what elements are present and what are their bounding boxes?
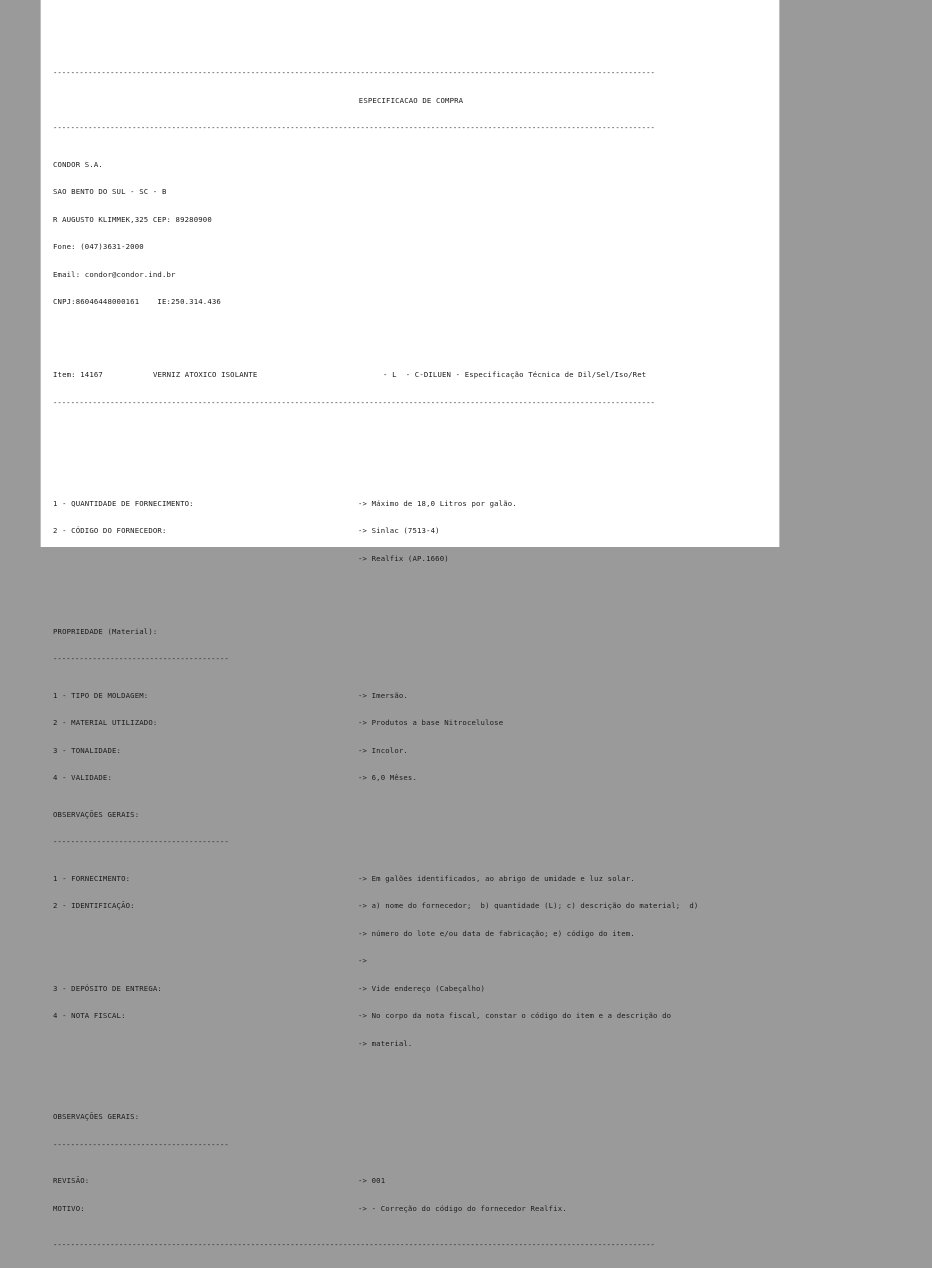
entry-label: 2 - CÓDIGO DO FORNECEDOR:	[53, 526, 167, 536]
item-description: VERNIZ ATOXICO ISOLANTE	[153, 370, 258, 380]
section-rule: ----------------------------------------	[53, 837, 229, 847]
entry-value: -> Em galões identificados, ao abrigo de umidade e luz solar.	[358, 874, 635, 883]
section-title-propriedade: PROPRIEDADE (Material):	[53, 626, 158, 636]
entry-label	[53, 1039, 358, 1048]
entry-value: -> Produtos a base Nitrocelulose	[358, 718, 504, 728]
entry-value: -> material.	[358, 1038, 413, 1048]
entry-label: REVISÃO:	[53, 1176, 90, 1186]
entry-value: -> No corpo da nota fiscal, constar o código do item e a descrição do	[358, 1011, 672, 1021]
entry-row	[53, 718, 769, 727]
horizontal-rule-under-title: -----------------------------------------------------------------------------------------------------------------------------------------	[53, 123, 655, 133]
entry-row	[53, 984, 769, 993]
entry-label	[53, 956, 358, 965]
entry-value: -> 001	[358, 1176, 386, 1186]
entry-row	[53, 956, 769, 965]
entry-row	[53, 499, 769, 508]
entry-value: -> Sinlac (7513-4)	[358, 526, 440, 536]
section-title-observacoes-1: OBSERVAÇÕES GERAIS:	[53, 809, 140, 819]
spacer	[53, 462, 769, 471]
entry-value: -> 6,0 Mêses.	[358, 773, 418, 783]
entry-value: -> Incolor.	[358, 745, 408, 755]
item-header-row	[53, 370, 769, 379]
entry-label	[53, 554, 358, 563]
horizontal-rule-bottom: -----------------------------------------------------------------------------------------------------------------------------------------	[53, 1240, 655, 1250]
entry-row	[53, 691, 769, 700]
entry-value: -> a) nome do fornecedor; b) quantidade (L); c) descrição do material; d)	[358, 901, 699, 911]
entry-label: 4 - VALIDADE:	[53, 773, 113, 783]
item-suffix: - L - C-DILUEN - Especificação Técnica de Dil/Sel/Iso/Ret	[383, 370, 647, 380]
spacer	[53, 1075, 769, 1084]
document-page	[40, 0, 780, 1250]
entry-label: MOTIVO:	[53, 1203, 85, 1213]
entry-value: -> número do lote e/ou data de fabricação; e) código do item.	[358, 928, 635, 938]
entry-row	[53, 874, 769, 883]
entry-label: 1 - TIPO DE MOLDAGEM:	[53, 690, 149, 700]
section-rule: ----------------------------------------	[53, 654, 229, 664]
entry-value: -> Realfix (AP.1660)	[358, 553, 449, 563]
document-body	[53, 50, 769, 1268]
entry-value: ->	[358, 956, 368, 966]
entry-row	[53, 554, 769, 563]
section-title-observacoes-2: OBSERVAÇÕES GERAIS:	[53, 1112, 140, 1122]
entry-label: 4 - NOTA FISCAL:	[53, 1011, 126, 1021]
entry-label: 2 - IDENTIFICAÇÃO:	[53, 901, 135, 911]
company-cnpj-ie: CNPJ:86046448000161 IE:250.314.436	[53, 297, 221, 307]
entry-label: 3 - DEPÓSITO DE ENTREGA:	[53, 983, 162, 993]
section-rule: ----------------------------------------	[53, 1139, 229, 1149]
company-city: SAO BENTO DO SUL - SC - B	[53, 187, 167, 197]
entry-row	[53, 1039, 769, 1048]
entry-row	[53, 526, 769, 535]
spacer	[53, 334, 769, 343]
entry-label	[53, 929, 358, 938]
item-number: Item: 14167	[53, 370, 103, 380]
entry-value: -> Vide endereço (Cabeçalho)	[358, 983, 486, 993]
company-address: R AUGUSTO KLIMMEK,325 CEP: 89280900	[53, 214, 212, 224]
document-title: ESPECIFICACAO DE COMPRA	[358, 95, 464, 105]
horizontal-rule-top: -----------------------------------------------------------------------------------------------------------------------------------------	[53, 68, 655, 78]
entry-label: 1 - FORNECIMENTO:	[53, 874, 131, 883]
entry-row	[53, 929, 769, 938]
entry-label: 3 - TONALIDADE:	[53, 745, 122, 755]
entry-value: -> Máximo de 18,0 Litros por galão.	[358, 498, 517, 508]
spacer	[53, 590, 769, 599]
horizontal-rule-under-item: -----------------------------------------------------------------------------------------------------------------------------------------	[53, 397, 655, 407]
company-phone: Fone: (047)3631-2000	[53, 242, 144, 252]
entry-label: 2 - MATERIAL UTILIZADO:	[53, 718, 158, 728]
company-email: Email: condor@condor.ind.br	[53, 269, 176, 279]
entry-value: -> Imersão.	[358, 690, 408, 700]
entry-row	[53, 746, 769, 755]
entry-label: 1 - QUANTIDADE DE FORNECIMENTO:	[53, 498, 194, 508]
entry-row	[53, 1011, 769, 1020]
entry-value: -> - Correção do código do fornecedor Realfix.	[358, 1203, 567, 1213]
entry-row	[53, 901, 769, 910]
entry-row	[53, 1176, 769, 1185]
entry-row	[53, 773, 769, 782]
spacer	[53, 435, 769, 444]
entry-row	[53, 1204, 769, 1213]
company-name: CONDOR S.A.	[53, 159, 103, 169]
